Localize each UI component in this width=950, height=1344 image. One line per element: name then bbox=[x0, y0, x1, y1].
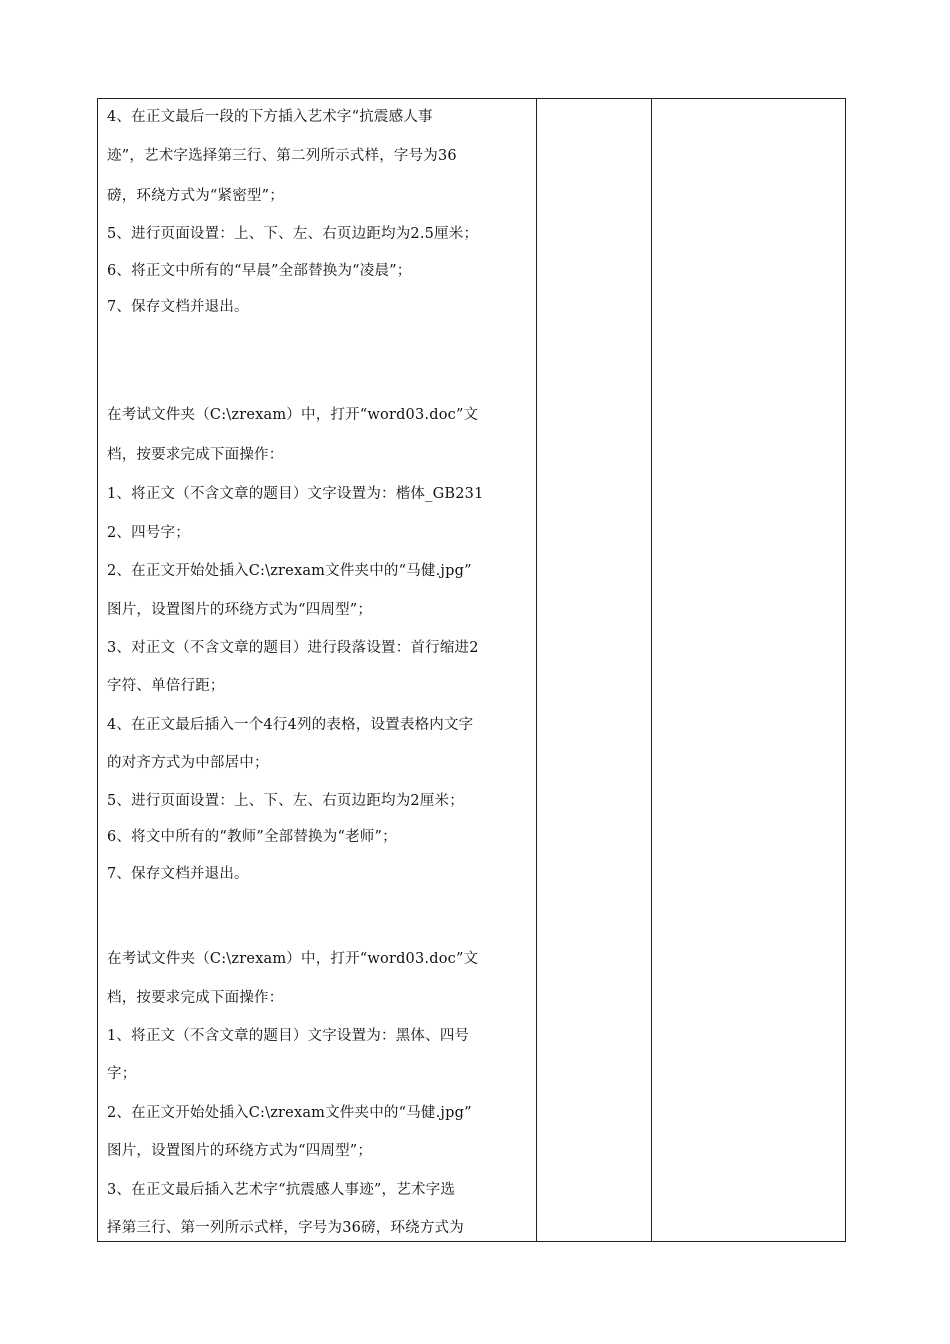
instruction-line: 1、将正文（不含文章的题目）文字设置为：楷体_GB231 bbox=[107, 486, 484, 502]
instructions-cell bbox=[98, 99, 537, 1242]
instruction-line: 5、进行页面设置：上、下、左、右页边距均为2厘米； bbox=[107, 793, 464, 809]
instruction-line: 2、在正文开始处插入C:\zrexam文件夹中的“马健.jpg” bbox=[107, 1105, 472, 1121]
instruction-line: 在考试文件夹（C:\zrexam）中，打开“word03.doc”文 bbox=[107, 407, 479, 423]
instruction-line: 7、保存文档并退出。 bbox=[107, 299, 249, 315]
instruction-line: 6、将正文中所有的“早晨”全部替换为“凌晨”； bbox=[107, 263, 412, 279]
instruction-line: 档，按要求完成下面操作： bbox=[107, 447, 284, 463]
instruction-line: 的对齐方式为中部居中； bbox=[107, 755, 269, 771]
instruction-line: 2、四号字； bbox=[107, 525, 190, 541]
instructions-text bbox=[98, 99, 536, 1236]
instruction-line: 1、将正文（不含文章的题目）文字设置为：黑体、四号 bbox=[107, 1028, 470, 1044]
instruction-line: 6、将文中所有的“教师”全部替换为“老师”； bbox=[107, 829, 397, 845]
instruction-line: 3、在正文最后插入艺术字“抗震感人事迹”，艺术字选 bbox=[107, 1182, 456, 1198]
instruction-line: 图片，设置图片的环绕方式为“四周型”； bbox=[107, 602, 373, 618]
empty-cell-middle bbox=[537, 99, 652, 1242]
instruction-line: 择第三行、第一列所示式样，字号为36磅，环绕方式为 bbox=[107, 1220, 464, 1236]
instruction-line: 磅，环绕方式为“紧密型”； bbox=[107, 188, 284, 204]
instruction-line: 字符、单倍行距； bbox=[107, 678, 225, 694]
instruction-line: 5、进行页面设置：上、下、左、右页边距均为2.5厘米； bbox=[107, 226, 479, 242]
table-row bbox=[98, 99, 846, 1242]
instruction-line: 在考试文件夹（C:\zrexam）中，打开“word03.doc”文 bbox=[107, 951, 479, 967]
instruction-line: 2、在正文开始处插入C:\zrexam文件夹中的“马健.jpg” bbox=[107, 563, 472, 579]
instruction-line: 字； bbox=[107, 1066, 137, 1082]
instruction-line: 4、在正文最后一段的下方插入艺术字“抗震感人事 bbox=[107, 109, 433, 125]
instruction-line: 7、保存文档并退出。 bbox=[107, 866, 249, 882]
empty-cell-right bbox=[652, 99, 846, 1242]
exercise-table bbox=[97, 98, 846, 1242]
instruction-line: 档，按要求完成下面操作： bbox=[107, 990, 284, 1006]
instruction-line: 迹”，艺术字选择第三行、第二列所示式样，字号为36 bbox=[107, 148, 457, 164]
instruction-line: 4、在正文最后插入一个4行4列的表格，设置表格内文字 bbox=[107, 717, 474, 733]
instruction-line: 图片，设置图片的环绕方式为“四周型”； bbox=[107, 1143, 373, 1159]
instruction-line: 3、对正文（不含文章的题目）进行段落设置：首行缩进2 bbox=[107, 640, 479, 656]
